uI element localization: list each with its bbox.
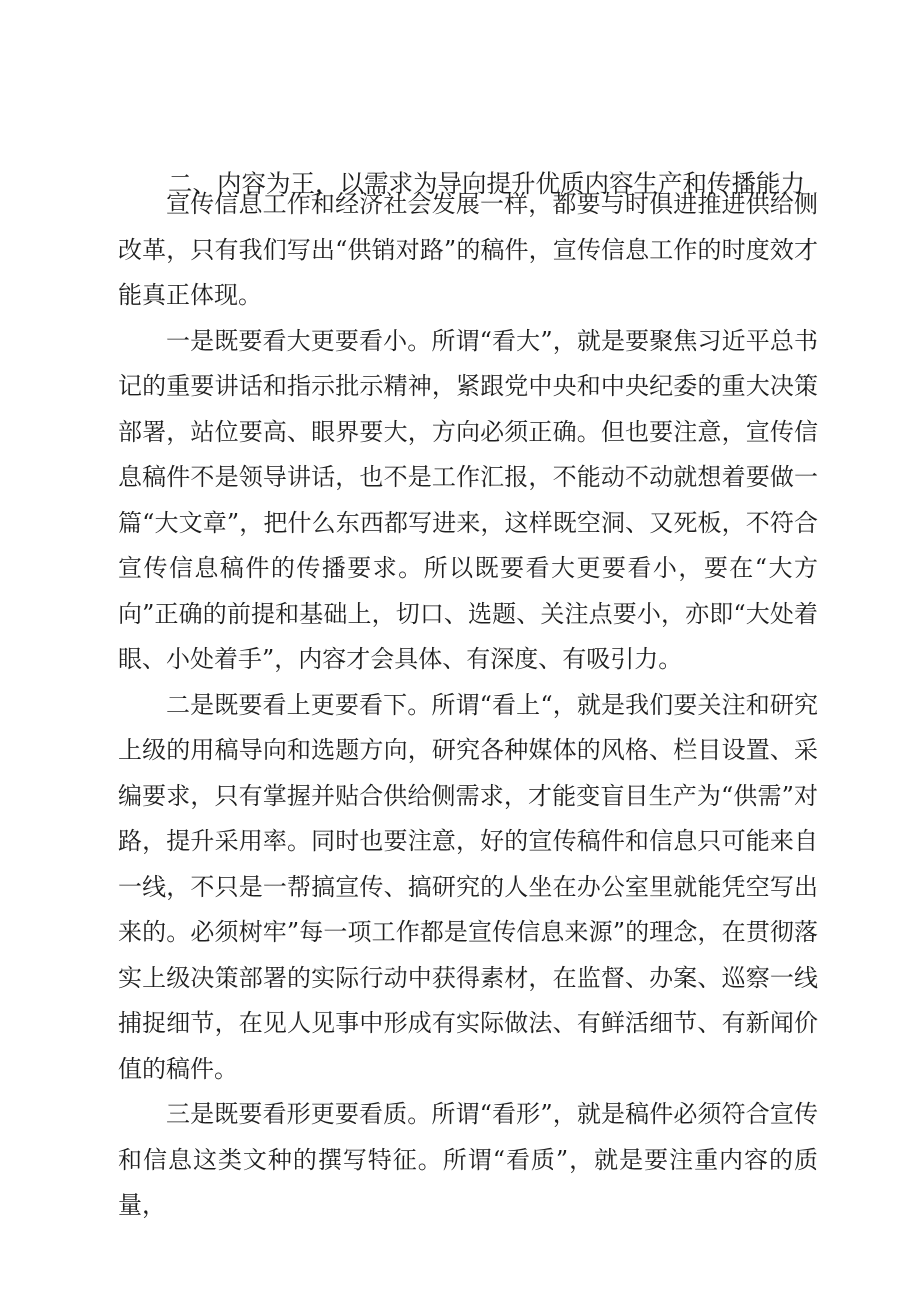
paragraph-point-one: 一是既要看大更要看小。所谓“看大”，就是要聚焦习近平总书记的重要讲话和指示批示精神，紧跟党中央和中央纪委的重大决策部署，站位要高、眼界要大，方向必须正确。但也要注意，宣传信息稿件不是领导讲话，也不是工作汇报，不能动不动就想着要做一篇“大文章”，把什么东西都写进来，这样既空洞、又死板，不符合宣传信息稿件的传播要求。所以既要看大更要看小，要在“大方向”正确的前提和基础上，切口、选题、关注点要小，亦即“大处着眼、小处着手”，内容才会具体、有深度、有吸引力。 — [118, 326, 818, 673]
paragraph-point-three: 三是既要看形更要看质。所谓“看形”，就是稿件必须符合宣传和信息这类文种的撰写特征。所谓“看质”，就是要注重内容的质量， — [118, 1100, 818, 1219]
section-heading: 二、内容为王，以需求为导向提升优质内容生产和传播能力 — [168, 169, 805, 198]
document-body — [118, 182, 818, 1229]
paragraph-point-two: 二是既要看上更要看下。所谓“看上“，就是我们要关注和研究上级的用稿导向和选题方向，研究各种媒体的风格、栏目设置、采编要求，只有掌握并贴合供给侧需求，才能变盲目生产为“供需”对路，提升采用率。同时也要注意，好的宣传稿件和信息只可能来自一线，不只是一帮搞宣传、搞研究的人坐在办公室里就能凭空写出来的。必须树牢”每一项工作都是宣传信息来源”的理念，在贯彻落实上级决策部署的实际行动中获得素材，在监督、办案、巡察一线捕捉细节，在见人见事中形成有实际做法、有鲜活细节、有新闻价值的稿件。 — [118, 690, 818, 1083]
paragraph-intro: 宣传信息工作和经济社会发展一样，都要与时俱进推进供给侧改革，只有我们写出“供销对路”的稿件，宣传信息工作的时度效才能真正体现。 — [118, 190, 818, 309]
